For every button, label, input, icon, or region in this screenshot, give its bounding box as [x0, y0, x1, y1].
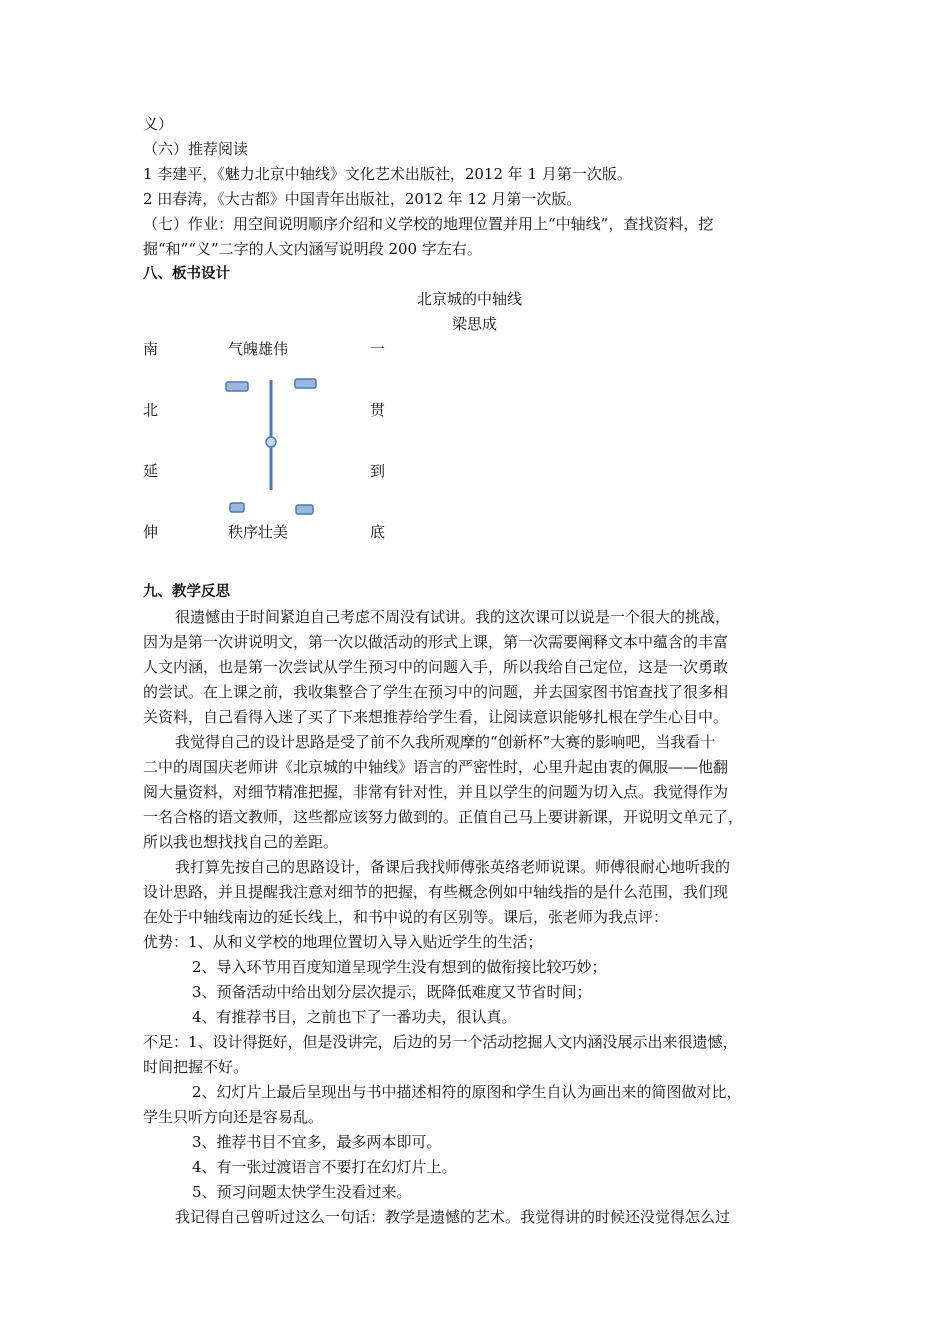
paragraph-line: 我打算先按自己的思路设计，备课后我找师傅张英络老师说课。师傅很耐心地听我的 [175, 858, 731, 876]
board-right-char: 到 [370, 462, 386, 480]
section-heading-reading: （六）推荐阅读 [143, 140, 249, 158]
paragraph-line: 二中的周国庆老师讲《北京城的中轴线》语言的严密性时，心里升起由衷的佩服——他翻 [143, 758, 729, 776]
paragraph-line: 很遗憾由于时间紧迫自己考虑不周没有试讲。我的这次课可以说是一个很大的挑战， [175, 608, 731, 626]
building-block [226, 382, 248, 391]
board-author: 梁思成 [452, 315, 498, 333]
board-title: 北京城的中轴线 [417, 290, 523, 308]
board-left-char: 北 [143, 401, 159, 419]
paragraph-line: 我觉得自己的设计思路是受了前不久我所观摩的“创新杯”大赛的影响吧，当我看十 [175, 733, 716, 751]
board-left-char: 南 [143, 340, 159, 358]
text-line: 1 李建平，《魅力北京中轴线》文化艺术出版社，2012 年 1 月第一次版。 [143, 165, 632, 183]
paragraph-line: 我记得自己曾听过这么一句话：教学是遗憾的艺术。我觉得讲的时候还没觉得怎么过 [175, 1208, 731, 1226]
board-right-char: 一 [370, 340, 386, 358]
axis-diagram [215, 372, 325, 522]
section-heading-board: 八、板书设计 [143, 266, 230, 282]
shortcoming-item: 4、有一张过渡语言不要打在幻灯片上。 [192, 1158, 457, 1176]
advantage-item: 3、预备活动中给出划分层次提示，既降低难度又节省时间； [192, 983, 592, 1001]
paragraph-line: 人文内涵，也是第一次尝试从学生预习中的问题入手，所以我给自己定位，这是一次勇敢 [143, 658, 729, 676]
advantage-item: 优势：1、从和义学校的地理位置切入导入贴近学生的生活； [143, 933, 543, 951]
paragraph-line: 阅大量资料，对细节精准把握，非常有针对性，并且以学生的问题为切入点。我觉得作为 [143, 783, 729, 801]
paragraph-line: 一名合格的语文教师，这些都应该努力做到的。正值自己马上要讲新课，开说明文单元了， [143, 808, 744, 826]
shortcoming-item: 不足：1、设计得挺好，但是没讲完，后边的另一个活动挖掘人文内涵没展示出来很遗憾， [143, 1033, 738, 1051]
shortcoming-item: 时间把握不好。 [143, 1058, 249, 1076]
text-line: 2 田春涛，《大古都》中国青年出版社，2012 年 12 月第一次版。 [143, 190, 582, 208]
paragraph-line: 关资料，自己看得入迷了买了下来想推荐给学生看，让阅读意识能够扎根在学生心目中。 [143, 708, 729, 726]
shortcoming-item: 3、推荐书目不宜多，最多两本即可。 [192, 1133, 442, 1151]
board-right-char: 底 [370, 523, 386, 541]
board-top-text: 气魄雄伟 [228, 340, 289, 358]
building-block [295, 379, 316, 388]
building-block [230, 503, 244, 512]
text-line: 掘“和”“义”二字的人文内涵写说明段 200 字左右。 [143, 240, 482, 258]
building-block [296, 505, 313, 514]
paragraph-line: 在处于中轴线南边的延长线上，和书中说的有区别等。课后，张老师为我点评： [143, 908, 669, 926]
advantage-item: 2、导入环节用百度知道呈现学生没有想到的做衔接比较巧妙； [192, 958, 607, 976]
section-heading-reflection: 九、教学反思 [143, 584, 230, 600]
shortcoming-item: 2、幻灯片上最后呈现出与书中描述相符的原图和学生自认为画出来的简图做对比， [192, 1083, 742, 1101]
paragraph-line: 因为是第一次讲说明文，第一次以做活动的形式上课，第一次需要阐释文本中蕴含的丰富 [143, 633, 729, 651]
axis-node [266, 437, 276, 447]
shortcoming-item: 学生只听方向还是容易乱。 [143, 1108, 324, 1126]
text-line: （七）作业：用空间说明顺序介绍和义学校的地理位置并用上“中轴线”，查找资料，挖 [143, 215, 714, 233]
paragraph-line: 设计思路，并且提醒我注意对细节的把握，有些概念例如中轴线指的是什么范围，我们现 [143, 883, 729, 901]
paragraph-line: 所以我也想找找自己的差距。 [143, 833, 339, 851]
board-left-char: 伸 [143, 523, 159, 541]
board-left-char: 延 [143, 462, 159, 480]
shortcoming-item: 5、预习问题太快学生没看过来。 [192, 1183, 412, 1201]
board-bottom-text: 秩序壮美 [228, 523, 289, 541]
text-line: 义） [143, 115, 174, 133]
paragraph-line: 的尝试。在上课之前，我收集整合了学生在预习中的问题，并去国家图书馆查找了很多相 [143, 683, 729, 701]
board-right-char: 贯 [370, 401, 386, 419]
advantage-item: 4、有推荐书目，之前也下了一番功夫，很认真。 [192, 1008, 517, 1026]
